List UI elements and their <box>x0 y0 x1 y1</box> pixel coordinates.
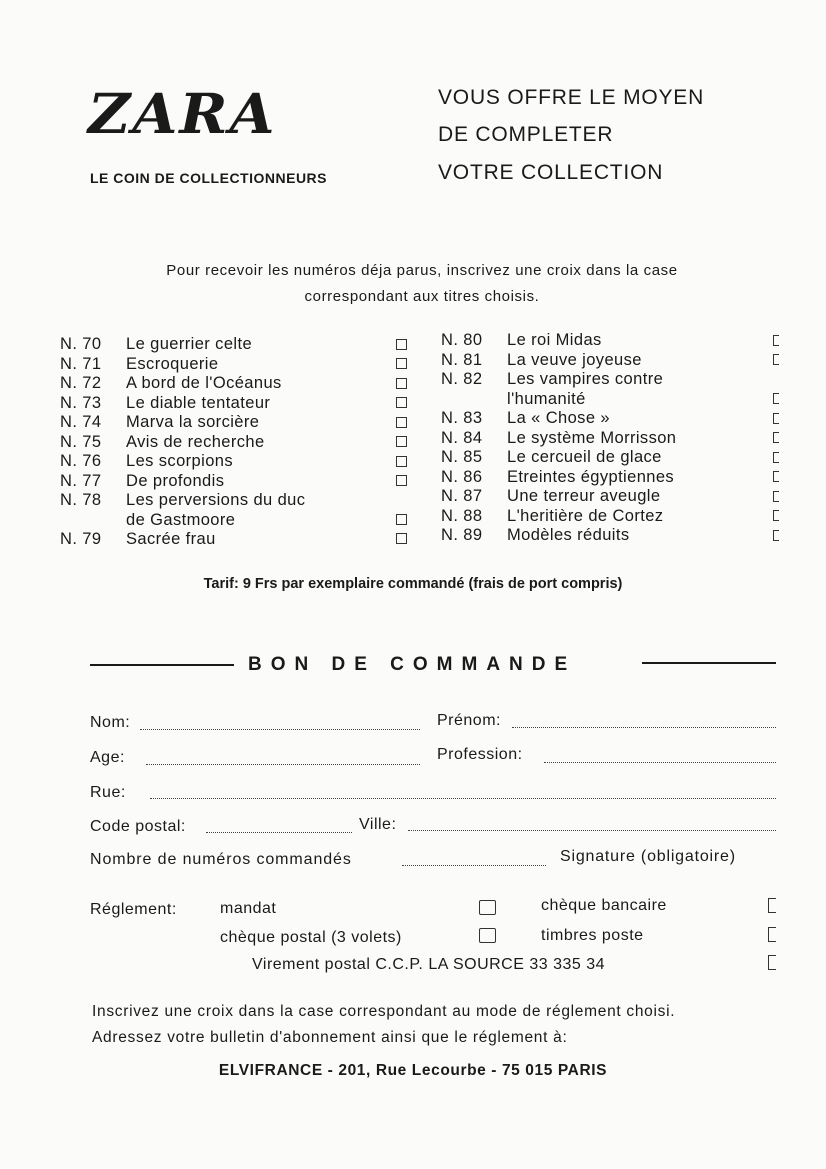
issue-title: Avis de recherche <box>126 432 265 451</box>
list-item <box>60 472 305 492</box>
issues-right-list <box>441 331 676 546</box>
headline-line-1: VOUS OFFRE LE MOYEN <box>438 86 705 109</box>
issue-number: N. 78 <box>60 491 102 509</box>
list-item <box>441 370 676 390</box>
list-item <box>441 429 676 449</box>
mandat-label: mandat <box>220 900 277 917</box>
issue-title: Modèles réduits <box>507 526 630 544</box>
issue-title: Une terreur aveugle <box>507 487 661 505</box>
nom-label: Nom: <box>90 714 131 731</box>
issue-title: De profondis <box>126 471 225 490</box>
issue-number: N. 86 <box>441 467 483 486</box>
issue-number: N. 72 <box>60 374 102 392</box>
checkbox-n83[interactable] <box>773 413 779 424</box>
list-item <box>441 468 676 488</box>
issue-title: Les scorpions <box>126 452 234 470</box>
timbres-label: timbres poste <box>541 927 644 944</box>
issue-number: N. 73 <box>60 393 102 412</box>
issue-title: Les vampires contre <box>507 370 664 388</box>
issue-title: l'humanité <box>507 389 586 408</box>
checkbox-n85[interactable] <box>773 452 779 463</box>
list-item <box>60 491 305 511</box>
checkbox-n80[interactable] <box>773 335 779 346</box>
issue-title: Le système Morrisson <box>507 428 677 447</box>
age-label: Age: <box>90 749 125 766</box>
checkbox-n70[interactable] <box>396 339 407 350</box>
issue-number: N. 77 <box>60 471 102 490</box>
divider-right <box>642 662 776 664</box>
issue-title: L'heritière de Cortez <box>507 506 664 525</box>
issue-number: N. 79 <box>60 530 102 548</box>
issue-title: de Gastmoore <box>126 510 236 529</box>
cheque-bancaire-checkbox[interactable] <box>768 898 776 913</box>
checkbox-n82[interactable] <box>773 393 779 404</box>
issue-number: N. 80 <box>441 331 483 349</box>
issue-number: N. 88 <box>441 506 483 525</box>
list-item <box>441 448 676 468</box>
issue-title: A bord de l'Océanus <box>126 374 282 392</box>
rue-label: Rue: <box>90 784 126 801</box>
issue-title: Le diable tentateur <box>126 393 271 412</box>
nombre-field[interactable] <box>402 865 546 866</box>
issue-number: N. 84 <box>441 428 483 447</box>
cheque-bancaire-label: chèque bancaire <box>541 897 667 914</box>
checkbox-n77[interactable] <box>396 475 407 486</box>
code-postal-label: Code postal: <box>90 818 186 835</box>
issue-title: Les perversions du duc <box>126 491 306 509</box>
list-item <box>441 526 676 546</box>
issue-title: Le roi Midas <box>507 331 602 349</box>
cheque-postal-checkbox[interactable] <box>479 928 496 943</box>
issue-title: Etreintes égyptiennes <box>507 467 675 486</box>
list-item <box>60 452 305 472</box>
checkbox-n84[interactable] <box>773 432 779 443</box>
mandat-checkbox[interactable] <box>479 900 496 915</box>
virement-label: Virement postal C.C.P. LA SOURCE 33 335 34 <box>252 956 606 973</box>
checkbox-n71[interactable] <box>396 358 407 369</box>
issue-title: Le cercueil de glace <box>507 448 662 466</box>
footer-instruction: Inscrivez une croix dans la case correspondant au mode de réglement choisi. <box>92 1003 676 1020</box>
list-item <box>60 433 305 453</box>
ville-label: Ville: <box>359 816 397 833</box>
code-postal-field[interactable] <box>206 832 352 833</box>
checkbox-n89[interactable] <box>773 530 779 541</box>
issue-number: N. 71 <box>60 354 102 373</box>
issue-number: N. 76 <box>60 452 102 470</box>
list-item <box>441 351 676 371</box>
prenom-field[interactable] <box>512 727 776 728</box>
order-form-title: BON DE COMMANDE <box>248 654 577 675</box>
checkbox-n81[interactable] <box>773 354 779 365</box>
issue-title: La veuve joyeuse <box>507 350 642 369</box>
issue-number: N. 70 <box>60 335 102 353</box>
list-item <box>60 355 305 375</box>
price-note: Tarif: 9 Frs par exemplaire commandé (frais de port compris) <box>203 576 623 592</box>
issues-left-list <box>60 335 305 550</box>
list-item <box>441 390 676 410</box>
checkbox-n75[interactable] <box>396 436 407 447</box>
issue-number: N. 74 <box>60 413 102 431</box>
nombre-label: Nombre de numéros commandés <box>90 851 352 868</box>
headline-line-3: VOTRE COLLECTION <box>438 161 664 184</box>
timbres-checkbox[interactable] <box>768 927 776 942</box>
issue-title: Escroquerie <box>126 354 219 373</box>
issue-number: N. 82 <box>441 370 483 388</box>
intro-line-1: Pour recevoir les numéros déja parus, inscrivez une croix dans la case <box>166 262 678 279</box>
list-item <box>60 530 305 550</box>
list-item <box>441 487 676 507</box>
issue-number: N. 81 <box>441 350 483 369</box>
ville-field[interactable] <box>408 830 776 831</box>
issue-number: N. 87 <box>441 487 483 505</box>
issue-number: N. 75 <box>60 432 102 451</box>
issue-title: Marva la sorcière <box>126 413 260 431</box>
issue-title: La « Chose » <box>507 409 610 427</box>
profession-field[interactable] <box>544 762 776 763</box>
issue-number: N. 89 <box>441 526 483 544</box>
signature-label: Signature (obligatoire) <box>560 848 736 865</box>
checkbox-n88[interactable] <box>773 510 779 521</box>
payment-label: Réglement: <box>90 901 177 918</box>
footer-address-intro: Adressez votre bulletin d'abonnement ainsi que le réglement à: <box>92 1029 568 1046</box>
checkbox-n78[interactable] <box>396 514 407 525</box>
issue-title: Sacrée frau <box>126 530 216 548</box>
profession-label: Profession: <box>437 746 523 763</box>
list-item <box>60 335 305 355</box>
list-item <box>60 374 305 394</box>
checkbox-n74[interactable] <box>396 417 407 428</box>
headline-line-2: DE COMPLETER <box>438 123 614 146</box>
list-item <box>60 394 305 414</box>
list-item <box>441 409 676 429</box>
checkbox-n73[interactable] <box>396 397 407 408</box>
cheque-postal-label: chèque postal (3 volets) <box>220 929 402 946</box>
nom-field[interactable] <box>140 729 420 730</box>
issue-number: N. 85 <box>441 448 483 466</box>
rue-field[interactable] <box>150 798 776 799</box>
postal-address: ELVIFRANCE - 201, Rue Lecourbe - 75 015 PARIS <box>218 1062 608 1079</box>
list-item <box>441 331 676 351</box>
list-item <box>60 511 305 531</box>
checkbox-n76[interactable] <box>396 456 407 467</box>
issue-title: Le guerrier celte <box>126 335 253 353</box>
intro-text <box>88 258 756 310</box>
virement-checkbox[interactable] <box>768 955 776 970</box>
checkbox-n79[interactable] <box>396 533 407 544</box>
list-item <box>441 507 676 527</box>
checkbox-n86[interactable] <box>773 471 779 482</box>
tagline: LE COIN DE COLLECTIONNEURS <box>90 170 328 186</box>
list-item <box>60 413 305 433</box>
checkbox-n87[interactable] <box>773 491 779 502</box>
issue-number: N. 83 <box>441 409 483 427</box>
divider-left <box>90 664 234 666</box>
prenom-label: Prénom: <box>437 712 501 729</box>
checkbox-n72[interactable] <box>396 378 407 389</box>
age-field[interactable] <box>146 764 420 765</box>
zara-logo: ZARA <box>88 81 277 147</box>
intro-line-2: correspondant aux titres choisis. <box>304 288 540 305</box>
